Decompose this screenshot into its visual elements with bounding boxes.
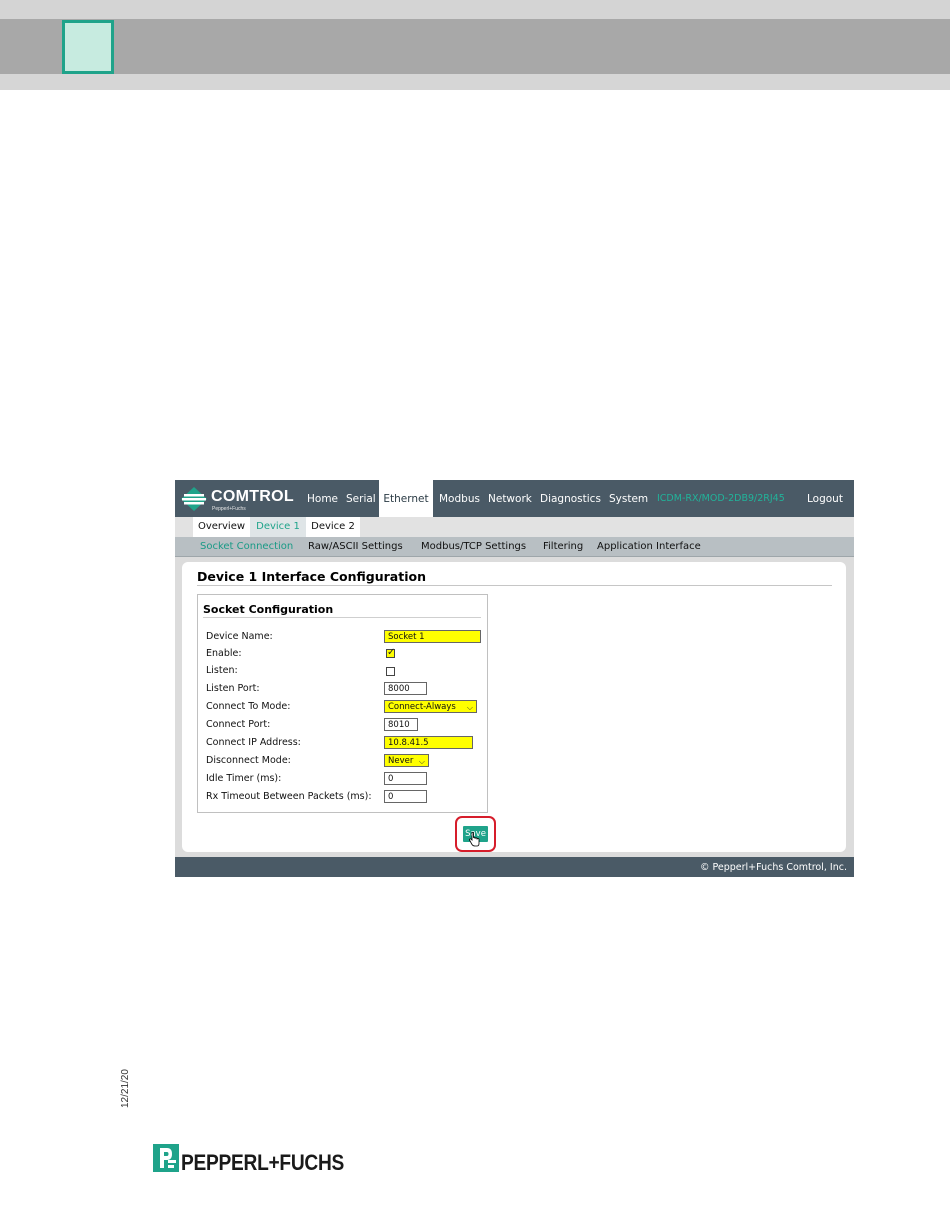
comtrol-logo-icon bbox=[181, 487, 207, 511]
title-divider bbox=[197, 585, 832, 586]
idle-timer-input[interactable]: 0 bbox=[384, 772, 427, 785]
page-header-top-band bbox=[0, 0, 950, 19]
nav-network[interactable]: Network bbox=[488, 493, 532, 505]
pepperl-fuchs-logo-icon bbox=[153, 1144, 179, 1172]
web-ui-screenshot bbox=[175, 480, 854, 877]
device-name-label: Device Name: bbox=[206, 631, 273, 642]
disconnect-mode-label: Disconnect Mode: bbox=[206, 755, 291, 766]
connect-to-mode-select[interactable] bbox=[384, 700, 477, 713]
page-header-bottom-band bbox=[0, 74, 950, 90]
device-name-input[interactable]: Socket 1 bbox=[384, 630, 481, 643]
tab-overview[interactable]: Overview bbox=[193, 517, 250, 537]
listen-checkbox[interactable] bbox=[386, 667, 395, 676]
socket-configuration-group bbox=[197, 594, 488, 813]
page-title: Device 1 Interface Configuration bbox=[197, 569, 426, 584]
disconnect-mode-select[interactable] bbox=[384, 754, 429, 767]
tab-modbus-tcp-settings[interactable]: Modbus/TCP Settings bbox=[421, 541, 527, 552]
section-title: Socket Configuration bbox=[203, 603, 334, 616]
comtrol-brand-subtext: Pepperl+Fuchs bbox=[212, 506, 246, 512]
page-header-band bbox=[0, 19, 950, 74]
document-date: 12/21/20 bbox=[120, 1069, 131, 1108]
tab-raw-ascii-settings[interactable]: Raw/ASCII Settings bbox=[308, 541, 403, 552]
save-button[interactable]: Save bbox=[463, 826, 488, 842]
tab-socket-connection[interactable]: Socket Connection bbox=[200, 541, 294, 552]
content-panel bbox=[182, 562, 846, 852]
tab-device-2[interactable]: Device 2 bbox=[306, 517, 360, 537]
tab-filtering[interactable]: Filtering bbox=[543, 541, 584, 552]
enable-checkbox[interactable] bbox=[386, 649, 395, 658]
device-model-label: ICDM-RX/MOD-2DB9/2RJ45 bbox=[657, 493, 785, 504]
connect-to-mode-value: Connect-Always bbox=[388, 702, 456, 712]
nav-diagnostics[interactable]: Diagnostics bbox=[540, 493, 601, 505]
hand-cursor-icon bbox=[468, 832, 480, 847]
device-tabs bbox=[175, 517, 854, 537]
pepperl-fuchs-logo bbox=[153, 1144, 383, 1176]
idle-timer-label: Idle Timer (ms): bbox=[206, 773, 282, 784]
rx-timeout-input[interactable]: 0 bbox=[384, 790, 427, 803]
top-navigation-bar bbox=[175, 480, 854, 517]
section-divider bbox=[203, 617, 481, 618]
nav-serial[interactable]: Serial bbox=[346, 493, 376, 505]
nav-modbus[interactable]: Modbus bbox=[439, 493, 480, 505]
enable-label: Enable: bbox=[206, 648, 242, 659]
connect-to-mode-label: Connect To Mode: bbox=[206, 701, 291, 712]
save-callout bbox=[455, 816, 496, 852]
listen-port-label: Listen Port: bbox=[206, 683, 260, 694]
settings-tabs bbox=[175, 537, 854, 557]
checkmark-icon: ✓ bbox=[387, 647, 396, 658]
copyright-text: © Pepperl+Fuchs Comtrol, Inc. bbox=[699, 862, 847, 873]
nav-home[interactable]: Home bbox=[307, 493, 339, 505]
connect-port-input[interactable]: 8010 bbox=[384, 718, 418, 731]
connect-ip-label: Connect IP Address: bbox=[206, 737, 301, 748]
chevron-down-icon: ⌵ bbox=[466, 703, 473, 712]
nav-ethernet[interactable]: Ethernet bbox=[379, 480, 433, 517]
tab-device-1[interactable]: Device 1 bbox=[250, 517, 306, 537]
rx-timeout-label: Rx Timeout Between Packets (ms): bbox=[206, 791, 372, 802]
comtrol-brand-text: COMTROL bbox=[211, 488, 294, 505]
chapter-marker bbox=[62, 20, 114, 74]
footer-bar bbox=[175, 857, 854, 877]
listen-label: Listen: bbox=[206, 665, 238, 676]
connect-ip-input[interactable]: 10.8.41.5 bbox=[384, 736, 473, 749]
connect-port-label: Connect Port: bbox=[206, 719, 271, 730]
pepperl-fuchs-wordmark: PEPPERL+FUCHS bbox=[181, 1150, 345, 1175]
disconnect-mode-value: Never bbox=[388, 756, 414, 766]
nav-logout[interactable]: Logout bbox=[807, 493, 843, 505]
comtrol-logo[interactable] bbox=[181, 485, 294, 513]
tab-application-interface[interactable]: Application Interface bbox=[597, 541, 701, 552]
chevron-down-icon: ⌵ bbox=[418, 757, 425, 766]
listen-port-input[interactable]: 8000 bbox=[384, 682, 427, 695]
nav-system[interactable]: System bbox=[609, 493, 649, 505]
